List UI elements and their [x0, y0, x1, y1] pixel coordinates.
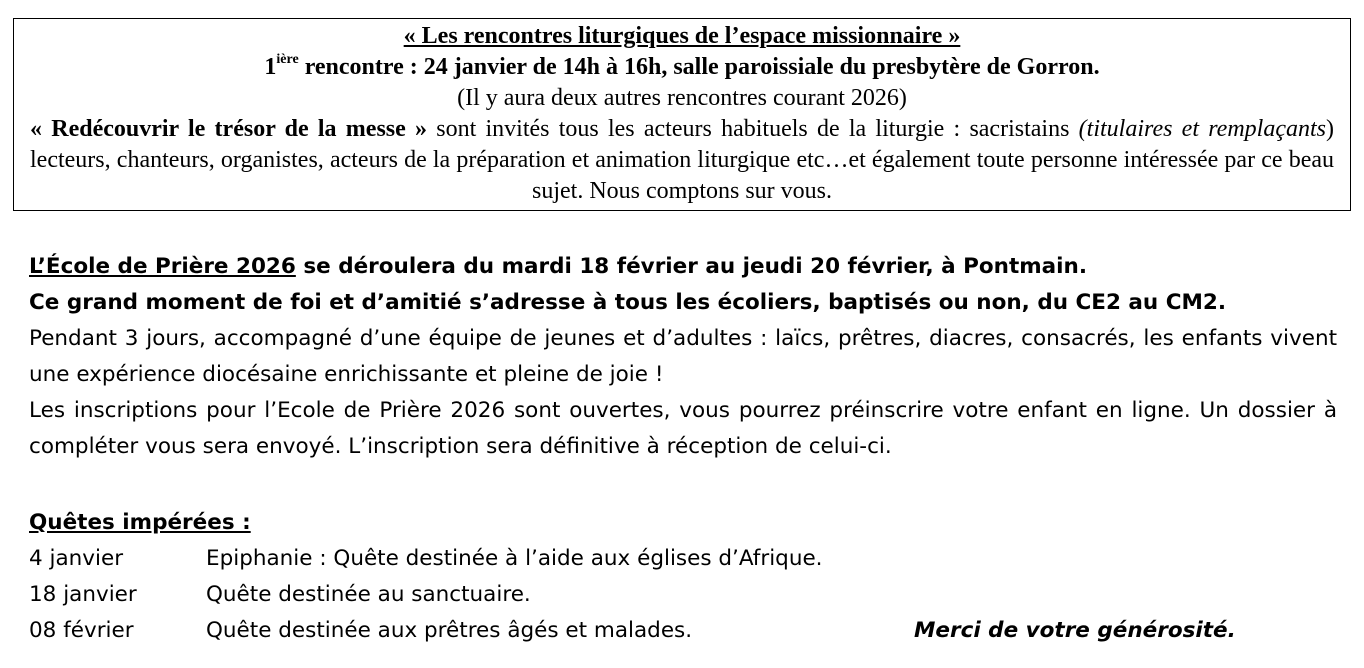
prayer-school-paragraph-1: Pendant 3 jours, accompagné d’une équipe de jeunes et d’adultes : laïcs, prêtres, diacres, consacrés, les enfants vivent une expérience diocésaine enrichissante et pleine de joie ! — [29, 326, 1337, 387]
liturgical-meetings-box — [13, 18, 1351, 211]
prayer-school-subtitle: Ce grand moment de foi et d’amitié s’adresse à tous les écoliers, baptisés ou non, du CE2 au CM2. — [29, 290, 1227, 315]
prayer-school-section — [29, 249, 1337, 465]
collection-description: Quête destinée au sanctuaire. — [206, 582, 531, 607]
collection-date: 18 janvier — [29, 582, 137, 607]
other-meetings-note: (Il y aura deux autres rencontres courant 2026) — [457, 85, 907, 111]
collection-date: 08 février — [29, 618, 134, 643]
invitation-title: « Redécouvrir le trésor de la messe » — [30, 116, 428, 142]
invitation-italic: (titulaires et remplaçants — [1078, 116, 1326, 142]
collection-description: Quête destinée aux prêtres âgés et malades. — [206, 618, 693, 643]
collection-date: 4 janvier — [29, 546, 124, 571]
prayer-school-heading — [29, 249, 1337, 285]
invitation-paragraph — [30, 114, 1334, 207]
first-meeting-superscript: ière — [276, 52, 299, 67]
meetings-title: « Les rencontres liturgiques de l’espace missionnaire » — [403, 23, 961, 49]
prayer-school-paragraph-2: Les inscriptions pour l’Ecole de Prière 2026 sont ouvertes, vous pourrez préinscrire votre enfant en ligne. Un dossier à compléter vous sera envoyé. L’inscription sera définitive à réception de celui-ci. — [29, 398, 1337, 459]
collection-description: Epiphanie : Quête destinée à l’aide aux églises d’Afrique. — [206, 546, 823, 571]
invitation-text-2: ) lecteurs, chanteurs, organistes, acteurs de la préparation et animation liturgique etc…et également toute personne intéressée par ce beau sujet. Nous comptons sur vous. — [30, 116, 1334, 204]
prayer-school-title: L’École de Prière 2026 — [29, 254, 296, 279]
thank-you-note: Merci de votre générosité. — [914, 618, 1236, 643]
first-meeting-details: rencontre : 24 janvier de 14h à 16h, salle paroissiale du presbytère de Gorron. — [298, 54, 1100, 80]
prayer-school-dates: se déroulera du mardi 18 février au jeudi 20 février, à Pontmain. — [295, 254, 1087, 279]
first-meeting-number: 1 — [264, 54, 277, 80]
first-meeting-line — [30, 52, 1334, 83]
collections-title: Quêtes impérées : — [29, 510, 251, 535]
invitation-text-1: sont invités tous les acteurs habituels de la liturgie : sacristains — [427, 116, 1079, 142]
